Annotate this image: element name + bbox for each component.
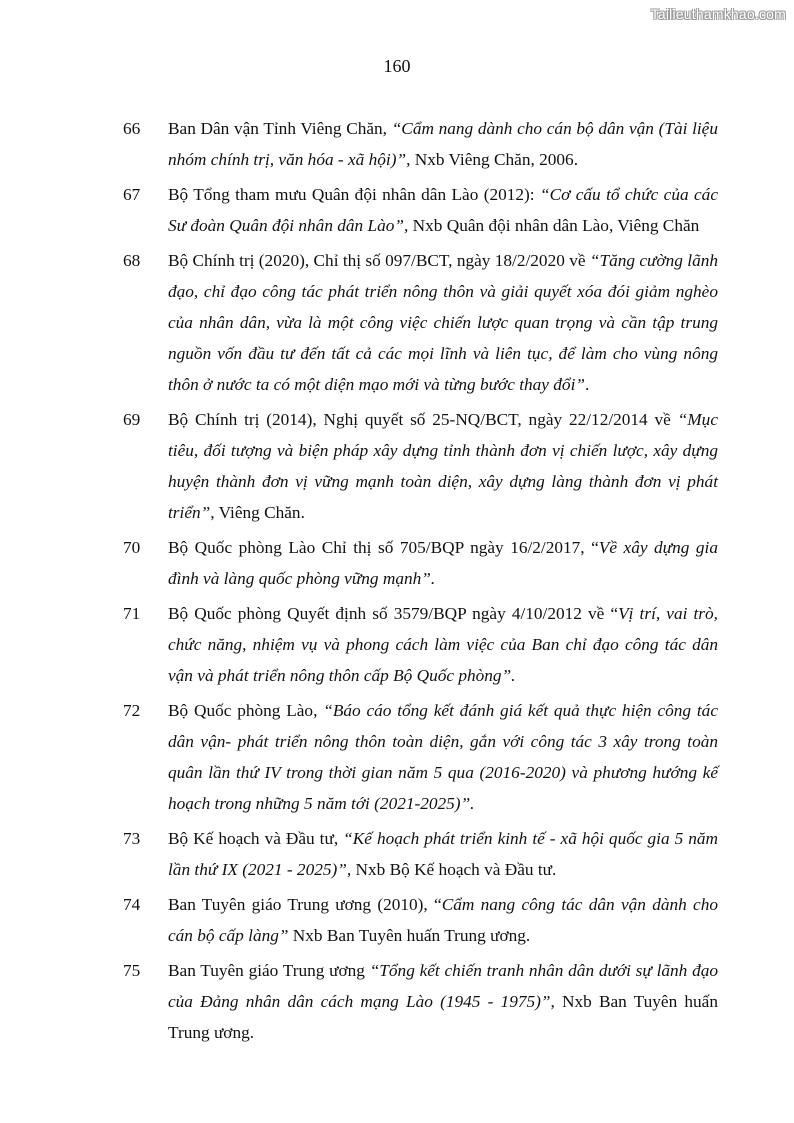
reference-authors: Bộ Quốc phòng Lào Chỉ thị số 705/BQP ngày 16/2/2017, “ bbox=[168, 538, 599, 557]
reference-item bbox=[0, 179, 794, 241]
reference-title: “Cơ cấu tổ chức của các Sư đoàn Quân đội nhân dân Lào”, bbox=[168, 185, 718, 235]
reference-text bbox=[168, 179, 718, 241]
reference-item bbox=[0, 245, 794, 400]
reference-title: “Cẩm nang dành cho cán bộ dân vận (Tài liệu nhóm chính trị, văn hóa - xã hội)”, bbox=[168, 119, 718, 169]
reference-number: 66 bbox=[123, 119, 141, 138]
reference-item bbox=[0, 113, 794, 175]
reference-publisher: , Viêng Chăn. bbox=[210, 503, 305, 522]
reference-authors: Ban Dân vận Tỉnh Viêng Chăn, bbox=[168, 119, 392, 138]
reference-title: Về xây dựng gia đình và làng quốc phòng vững mạnh”. bbox=[168, 538, 718, 588]
reference-publisher: Nxb Bộ Kế hoạch và Đầu tư. bbox=[351, 860, 557, 879]
reference-title: Cẩm nang công tác dân vận dành cho cán bộ cấp làng” bbox=[168, 895, 719, 945]
reference-authors: Bộ Quốc phòng Quyết định số 3579/BQP ngày 4/10/2012 về “ bbox=[168, 604, 619, 623]
reference-publisher: Nxb Ban Tuyên huấn Trung ương. bbox=[288, 926, 531, 945]
reference-item bbox=[0, 823, 794, 885]
reference-publisher: , Nxb Ban Tuyên huấn Trung ương. bbox=[168, 992, 718, 1042]
reference-number: 73 bbox=[123, 829, 141, 848]
reference-text bbox=[168, 889, 718, 951]
reference-publisher: Nxb Viêng Chăn, 2006. bbox=[410, 150, 579, 169]
reference-number: 68 bbox=[123, 251, 141, 270]
reference-title: “Tăng cường lãnh đạo, chỉ đạo công tác phát triển nông thôn và giải quyết xóa đói giảm nghèo của nhân dân, vừa là một công việc chiến lược quan trọng và cần tập trung nguồn vốn đầu tư đến tất cả các mọi lĩnh và liên tục, để làm cho vùng nông thôn ở nước ta có một diện mạo mới và từng bước thay đổi” bbox=[168, 251, 718, 394]
reference-text bbox=[168, 404, 718, 528]
reference-publisher: Nxb Quân đội nhân dân Lào, Viêng Chăn bbox=[408, 216, 700, 235]
reference-number: 74 bbox=[123, 895, 141, 914]
reference-text bbox=[168, 695, 718, 819]
reference-authors: Bộ Quốc phòng Lào, bbox=[168, 701, 324, 720]
reference-authors: Bộ Tổng tham mưu Quân đội nhân dân Lào (2012): bbox=[168, 185, 540, 204]
reference-number: 72 bbox=[123, 701, 141, 720]
reference-authors: Bộ Chính trị (2014), Nghị quyết số 25-NQ/BCT, ngày 22/12/2014 về bbox=[168, 410, 678, 429]
reference-item bbox=[0, 695, 794, 819]
reference-text bbox=[168, 245, 718, 400]
reference-item bbox=[0, 532, 794, 594]
reference-authors: Ban Tuyên giáo Trung ương bbox=[168, 961, 370, 980]
reference-text bbox=[168, 532, 718, 594]
reference-authors: Bộ Kế hoạch và Đầu tư, bbox=[168, 829, 344, 848]
reference-list bbox=[0, 113, 794, 1052]
reference-number: 67 bbox=[123, 185, 141, 204]
reference-item bbox=[0, 598, 794, 691]
reference-item bbox=[0, 404, 794, 528]
reference-title: “Kế hoạch phát triển kinh tế - xã hội quốc gia 5 năm lần thứ IX (2021 - 2025)”, bbox=[168, 829, 719, 879]
reference-authors: Bộ Chính trị (2020), Chỉ thị số 097/BCT, ngày 18/2/2020 về bbox=[168, 251, 590, 270]
reference-publisher: . bbox=[585, 375, 590, 394]
watermark: Tailieuthamkhao.com bbox=[650, 6, 786, 22]
reference-text bbox=[168, 113, 718, 175]
reference-title: “Mục tiêu, đối tượng và biện pháp xây dựng tỉnh thành đơn vị chiến lược, xây dựng huyện thành đơn vị vững mạnh toàn diện, xây dựng làng thành đơn vị phát triển” bbox=[168, 410, 718, 522]
reference-title: “Tổng kết chiến tranh nhân dân dưới sự lãnh đạo của Đảng nhân dân cách mạng Lào (1945 - 1975)” bbox=[168, 961, 718, 1011]
reference-number: 75 bbox=[123, 961, 141, 980]
reference-authors: Ban Tuyên giáo Trung ương (2010), “ bbox=[168, 895, 442, 914]
reference-number: 69 bbox=[123, 410, 141, 429]
reference-item bbox=[0, 955, 794, 1048]
reference-number: 71 bbox=[123, 604, 141, 623]
page-number: 160 bbox=[383, 56, 411, 76]
reference-number: 70 bbox=[123, 538, 141, 557]
reference-text bbox=[168, 598, 718, 691]
reference-text bbox=[168, 955, 718, 1048]
reference-item bbox=[0, 889, 794, 951]
reference-text bbox=[168, 823, 718, 885]
reference-title: Vị trí, vai trò, chức năng, nhiệm vụ và phong cách làm việc của Ban chỉ đạo công tác dân vận và phát triển nông thôn cấp Bộ Quốc phòng”. bbox=[168, 604, 718, 685]
reference-title: “Báo cáo tổng kết đánh giá kết quả thực hiện công tác dân vận- phát triển nông thôn toàn diện, gắn với công tác 3 xây trong toàn quân lần thứ IV trong thời gian năm 5 qua (2016-2020) và phương hướng kế hoạch trong những 5 năm tới (2021-2025)”. bbox=[168, 701, 718, 813]
